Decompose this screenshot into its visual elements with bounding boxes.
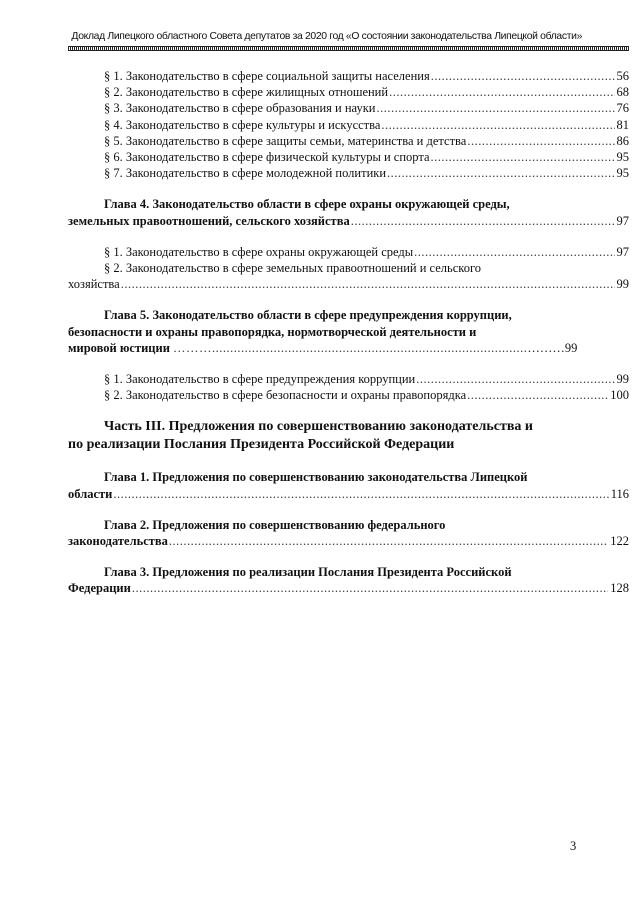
toc-entry-title: земельных правоотношений, сельского хозяйства xyxy=(68,213,350,228)
part-3-heading-line-1: Часть III. Предложения по совершенствованию законодательства и xyxy=(104,419,533,435)
spacer xyxy=(68,356,629,371)
dot-leader xyxy=(431,149,615,165)
toc-entry-page: 56 xyxy=(616,69,629,83)
part-3-chapter-1-line-2 xyxy=(68,486,629,502)
dot-leader xyxy=(467,387,608,403)
dot-leader xyxy=(389,84,614,100)
toc-entry-ch4-section-2-line-1: § 2. Законодательство в сфере земельных правоотношений и сельского xyxy=(104,261,482,276)
part-3-chapter-2-line-2 xyxy=(68,533,629,549)
toc-entry-page: 128 xyxy=(610,581,629,596)
toc-entry-ch4-section-1 xyxy=(68,244,629,260)
dot-leader xyxy=(416,371,614,387)
part-3-chapter-3-line-2 xyxy=(68,580,629,596)
toc-entry-section-3 xyxy=(68,100,629,116)
toc-entry-title: § 1. Законодательство в сфере социальной защиты населения xyxy=(104,69,430,83)
spacer xyxy=(68,229,629,244)
dot-leader: ...................................................................................... xyxy=(215,340,528,355)
chapter-5-heading-line-3 xyxy=(68,340,629,356)
toc-entry-title: § 5. Законодательство в сфере защиты семьи, материнства и детства xyxy=(104,133,467,148)
dot-leader xyxy=(376,100,614,116)
toc-entry-page: 81 xyxy=(616,117,629,132)
toc-entry-page: 86 xyxy=(616,133,629,148)
toc-entry-title: Федерации xyxy=(68,581,131,596)
dot-leader xyxy=(431,68,615,84)
toc-entry-title: хозяйства xyxy=(68,277,120,292)
toc-entry-page: 97 xyxy=(616,244,629,259)
dot-leader xyxy=(169,533,608,549)
spacer xyxy=(68,181,629,196)
toc-entry-title: § 7. Законодательство в сфере молодежной политики xyxy=(104,166,387,181)
toc-entry-page: ………99 xyxy=(527,340,578,355)
toc-entry-title: § 2. Законодательство в сфере жилищных отношений xyxy=(104,85,389,100)
part-3-heading-line-2: по реализации Послания Президента Российской Федерации xyxy=(68,437,455,453)
toc-entry-page: 76 xyxy=(616,101,629,116)
dot-leader xyxy=(132,580,608,596)
toc-entry-page: 99 xyxy=(616,372,629,387)
toc-entry-title: § 1. Законодательство в сфере предупреждения коррупции xyxy=(104,372,416,387)
toc-entry-page: 95 xyxy=(616,150,629,165)
toc-entry-ch4-section-2-line-2 xyxy=(68,276,629,292)
toc-entry-page: 68 xyxy=(616,85,629,100)
toc-entry-page: 99 xyxy=(616,277,629,292)
spacer xyxy=(68,292,629,307)
toc-entry-section-1 xyxy=(68,68,629,84)
spacer xyxy=(68,403,629,418)
toc-entry-title: § 2. Законодательство в сфере безопасности и охраны правопорядка xyxy=(104,388,467,403)
chapter-5-heading-line-2: безопасности и охраны правопорядка, нормотворческой деятельности и xyxy=(68,324,477,339)
toc-entry-ch5-section-1 xyxy=(68,371,629,387)
toc-entry-section-7 xyxy=(68,165,629,181)
toc-entry-section-6 xyxy=(68,149,629,165)
part-3-chapter-2-line-1: Глава 2. Предложения по совершенствованию федерального xyxy=(104,517,446,532)
toc-entry-title: § 4. Законодательство в сфере культуры и искусства xyxy=(104,117,381,132)
dot-leader xyxy=(113,486,608,502)
dot-leader: ………. xyxy=(173,340,216,355)
dot-leader xyxy=(467,133,614,149)
chapter-5-heading-line-1: Глава 5. Законодательство области в сфере предупреждения коррупции, xyxy=(104,308,512,323)
dot-leader xyxy=(387,165,614,181)
page-number: 3 xyxy=(570,839,577,853)
part-3-chapter-3-line-1: Глава 3. Предложения по реализации Послания Президента Российской xyxy=(104,565,512,580)
toc-entry-title: области xyxy=(68,486,113,501)
toc-entry-section-4 xyxy=(68,117,629,133)
toc-entry-page: 116 xyxy=(610,486,629,501)
chapter-4-heading-line-2 xyxy=(68,213,629,229)
dot-leader xyxy=(121,276,615,292)
dot-leader xyxy=(414,244,614,260)
spacer xyxy=(68,454,629,469)
header-rule xyxy=(68,46,629,51)
toc-entry-section-5 xyxy=(68,133,629,149)
spacer xyxy=(68,502,629,517)
toc-entry-page: 95 xyxy=(616,166,629,181)
dot-leader xyxy=(381,117,614,133)
table-of-contents xyxy=(68,68,629,597)
toc-entry-page: 97 xyxy=(616,213,629,228)
toc-entry-title: законодательства xyxy=(68,534,168,549)
toc-entry-title: мировой юстиции xyxy=(68,340,170,355)
part-3-chapter-1-line-1: Глава 1. Предложения по совершенствованию законодательства Липецкой xyxy=(104,470,528,485)
spacer xyxy=(68,549,629,564)
toc-entry-title: § 3. Законодательство в сфере образования и науки xyxy=(104,101,376,116)
toc-entry-title: § 1. Законодательство в сфере охраны окружающей среды xyxy=(104,244,414,259)
toc-entry-page: 122 xyxy=(610,534,629,549)
toc-entry-section-2 xyxy=(68,84,629,100)
toc-entry-title: § 6. Законодательство в сфере физической культуры и спорта xyxy=(104,150,430,165)
chapter-4-heading-line-1: Глава 4. Законодательство области в сфере охраны окружающей среды, xyxy=(104,197,510,212)
toc-entry-page: 100 xyxy=(610,388,629,403)
toc-entry-ch5-section-2 xyxy=(68,387,629,403)
running-header: Доклад Липецкого областного Совета депутатов за 2020 год «О состоянии законодательства Липецкой области» xyxy=(71,31,582,42)
dot-leader xyxy=(351,213,615,229)
